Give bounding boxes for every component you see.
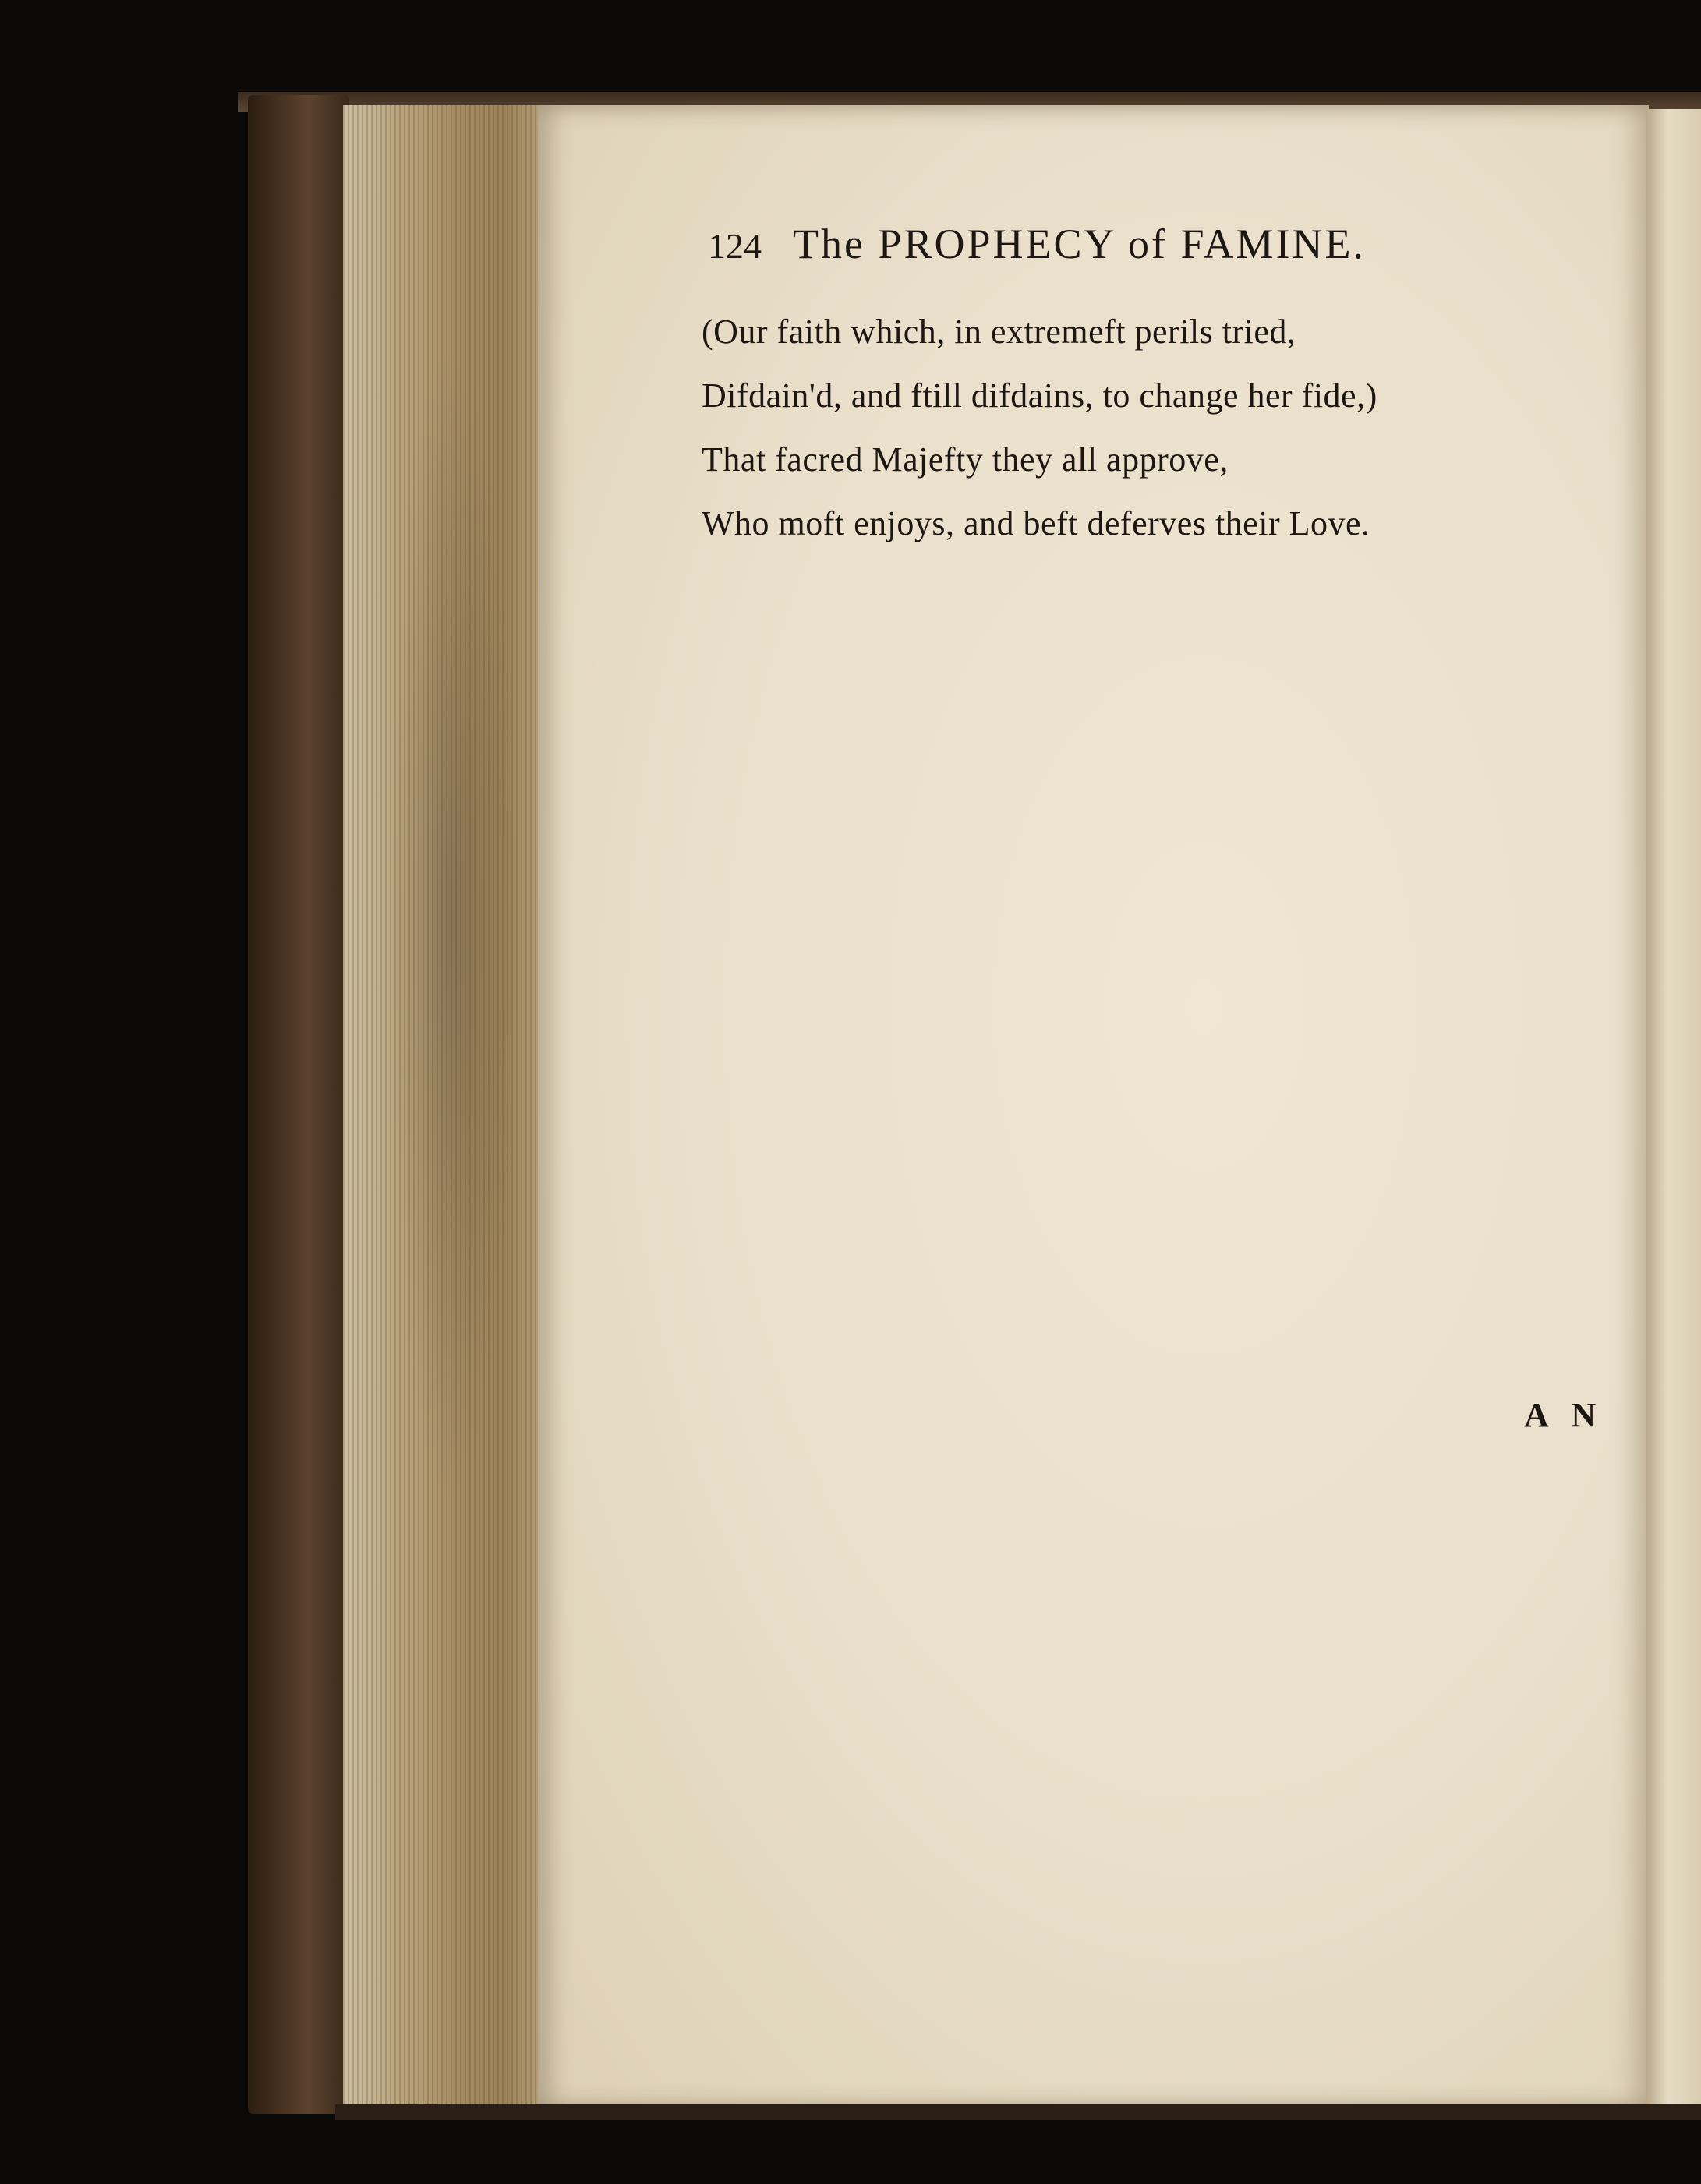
running-head bbox=[708, 220, 1366, 268]
page-block-edges bbox=[343, 105, 546, 2108]
catchword: A N bbox=[1524, 1396, 1604, 1434]
book-bottom-edge bbox=[335, 2104, 1701, 2120]
verse-block bbox=[702, 300, 1377, 556]
book-cover-spine bbox=[248, 95, 349, 2114]
verse-line: Difdain'd, and ftill difdains, to change her fide,) bbox=[702, 376, 1377, 415]
facing-page-edge bbox=[1646, 109, 1701, 2104]
verse-line: Who moft enjoys, and beft deferves their Love. bbox=[702, 504, 1370, 542]
page-number: 124 bbox=[708, 226, 762, 266]
running-title: The PROPHECY of FAMINE. bbox=[793, 221, 1367, 267]
verse-line: That facred Majefty they all approve, bbox=[702, 440, 1229, 479]
verse-line: (Our faith which, in extremeft perils tried, bbox=[702, 313, 1296, 351]
